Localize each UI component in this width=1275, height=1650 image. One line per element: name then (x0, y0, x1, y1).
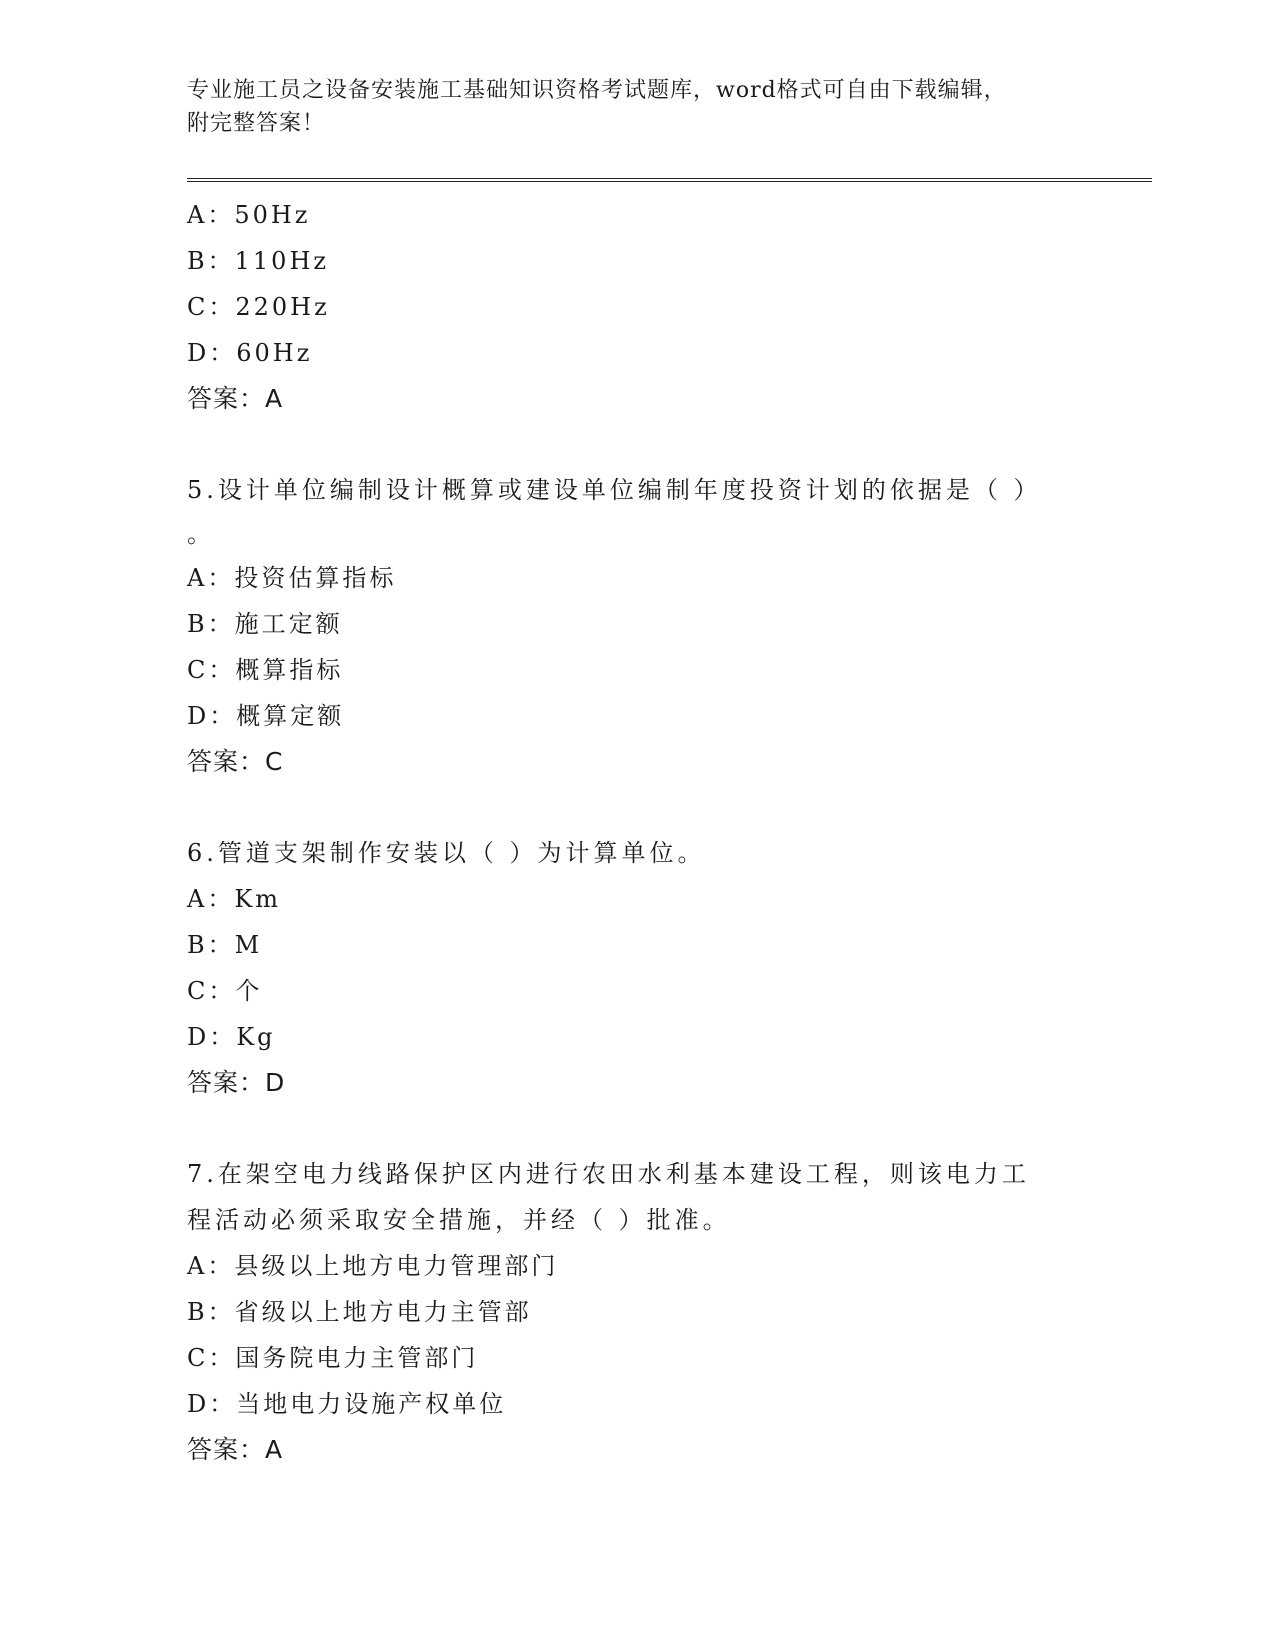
option-b: B：省级以上地方电力主管部 (187, 1298, 532, 1326)
option-c: C：国务院电力主管部门 (187, 1344, 479, 1372)
question-block-7 (187, 1151, 1067, 1473)
option-d: D：当地电力设施产权单位 (187, 1390, 507, 1418)
question-text-line-2: 程活动必须采取安全措施，并经（ ）批准。 (187, 1206, 731, 1234)
option-b: B：M (187, 931, 263, 959)
option-c: C：个 (187, 977, 263, 1005)
option-a: A：Km (187, 885, 282, 913)
header-line-1: 专业施工员之设备安装施工基础知识资格考试题库，word格式可自由下载编辑， (187, 78, 1007, 103)
question-text-tail: 。 (187, 520, 211, 548)
header-divider (187, 178, 1152, 182)
option-a: A：50Hz (187, 201, 311, 229)
spacer (187, 785, 1067, 830)
option-a: A：投资估算指标 (187, 564, 397, 592)
question-list (187, 192, 1067, 1473)
spacer (187, 1106, 1067, 1151)
answer-line: 答案：D (187, 1068, 286, 1097)
option-d: D：Kg (187, 1023, 276, 1051)
question-text: 5.设计单位编制设计概算或建设单位编制年度投资计划的依据是（ ） (187, 476, 1042, 504)
answer-line: 答案：A (187, 384, 284, 413)
option-c: C：220Hz (187, 293, 330, 321)
header-line-2: 附完整答案！ (187, 111, 326, 136)
document-header (187, 74, 1067, 140)
spacer (187, 422, 1067, 467)
answer-line: 答案：C (187, 747, 284, 776)
option-a: A：县级以上地方电力管理部门 (187, 1252, 559, 1280)
question-block-4 (187, 192, 1067, 422)
option-b: B：施工定额 (187, 610, 343, 638)
option-b: B：110Hz (187, 247, 330, 275)
answer-line: 答案：A (187, 1435, 284, 1464)
option-d: D：60Hz (187, 339, 313, 367)
question-block-5 (187, 467, 1067, 785)
option-c: C：概算指标 (187, 656, 344, 684)
question-text: 6.管道支架制作安装以（ ）为计算单位。 (187, 839, 706, 867)
option-d: D：概算定额 (187, 702, 345, 730)
question-text-line-1: 7.在架空电力线路保护区内进行农田水利基本建设工程，则该电力工 (187, 1160, 1030, 1188)
question-block-6 (187, 830, 1067, 1106)
